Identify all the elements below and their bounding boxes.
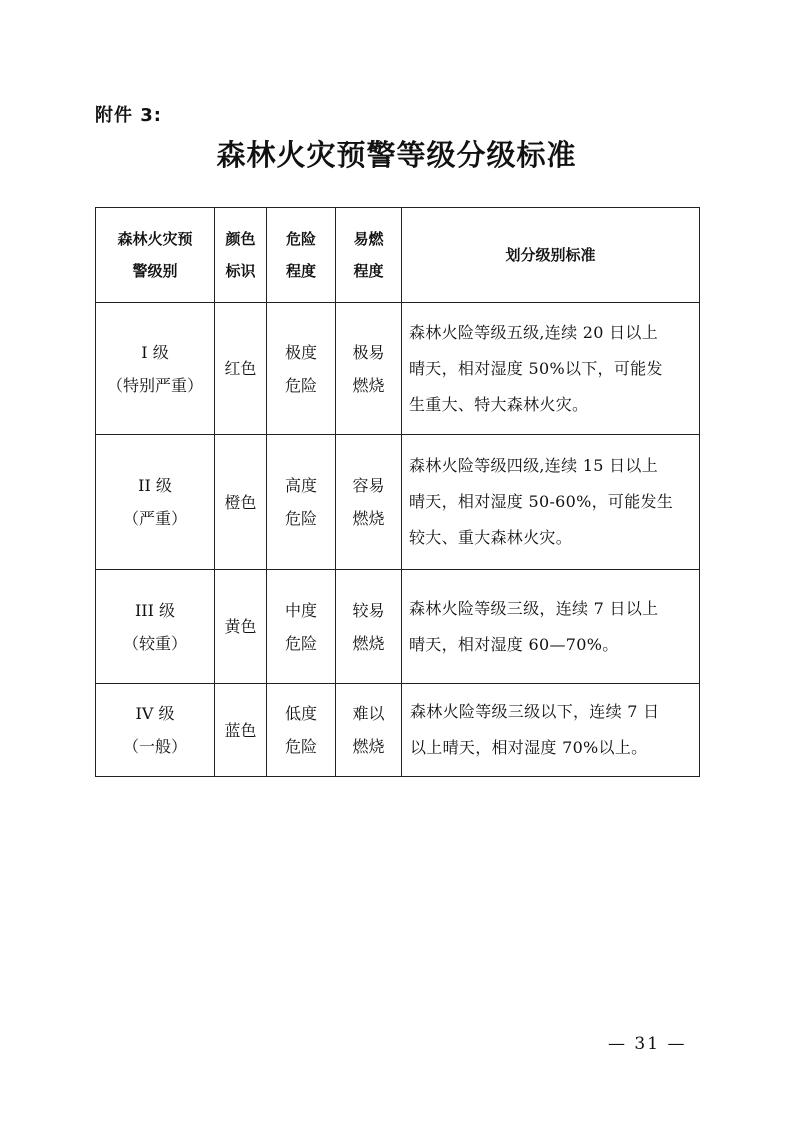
danger-cell: 高度 危险 xyxy=(267,435,336,570)
criteria-cell: 森林火险等级三级，连续 7 日以上 晴天，相对湿度 60—70%。 xyxy=(402,570,700,684)
document-title: 森林火灾预警等级分级标准 xyxy=(216,138,577,172)
color-cell: 橙色 xyxy=(215,435,267,570)
header-flammability: 易燃 程度 xyxy=(336,208,402,303)
header-color-mark: 颜色 标识 xyxy=(215,208,267,303)
table-header-row xyxy=(96,208,700,303)
color-cell: 红色 xyxy=(215,303,267,435)
flammability-cell: 容易 燃烧 xyxy=(336,435,402,570)
level-cell: I 级 （特别严重） xyxy=(96,303,215,435)
flammability-cell: 难以 燃烧 xyxy=(336,684,402,777)
table-row xyxy=(96,435,700,570)
header-criteria: 划分级别标准 xyxy=(402,208,700,303)
header-warning-level: 森林火灾预 警级别 xyxy=(96,208,215,303)
danger-cell: 低度 危险 xyxy=(267,684,336,777)
level-cell: IV 级 （一般） xyxy=(96,684,215,777)
criteria-cell: 森林火险等级四级,连续 15 日以上 晴天，相对湿度 50-60%，可能发生 较大、重大森林火灾。 xyxy=(402,435,700,570)
criteria-cell: 森林火险等级三级以下，连续 7 日 以上晴天，相对湿度 70%以上。 xyxy=(402,684,700,777)
header-danger-degree: 危险 程度 xyxy=(267,208,336,303)
table-row xyxy=(96,684,700,777)
level-cell: II 级 （严重） xyxy=(96,435,215,570)
table-row xyxy=(96,303,700,435)
criteria-cell: 森林火险等级五级,连续 20 日以上 晴天，相对湿度 50%以下，可能发 生重大、特大森林火灾。 xyxy=(402,303,700,435)
flammability-cell: 较易 燃烧 xyxy=(336,570,402,684)
flammability-cell: 极易 燃烧 xyxy=(336,303,402,435)
color-cell: 黄色 xyxy=(215,570,267,684)
table-row xyxy=(96,570,700,684)
page-number: — 31 — xyxy=(608,1034,687,1054)
level-cell: III 级 （较重） xyxy=(96,570,215,684)
warning-level-table xyxy=(95,207,700,777)
danger-cell: 中度 危险 xyxy=(267,570,336,684)
danger-cell: 极度 危险 xyxy=(267,303,336,435)
color-cell: 蓝色 xyxy=(215,684,267,777)
attachment-label: 附件 3: xyxy=(95,105,162,126)
